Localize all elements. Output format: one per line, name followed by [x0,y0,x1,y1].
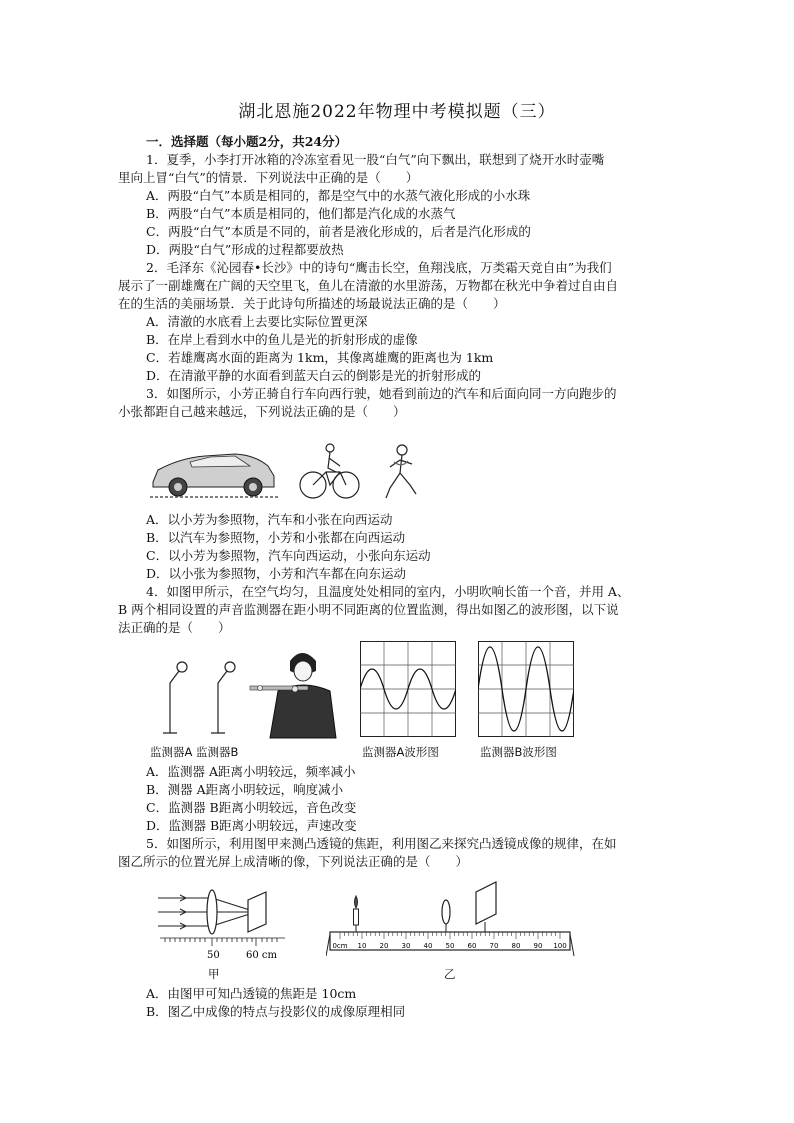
q4-monitors-figure [150,643,350,741]
q3-option-c: C．以小芳为参照物，汽车向西运动，小张向东运动 [146,548,431,563]
monitor-b-stand [211,662,235,733]
q1-option-a: A．两股“白气”本质是相同的，都是空气中的水蒸气液化形成的小水珠 [146,188,531,203]
q4-option-d: D．监测器 B距离小明较远，声速改变 [146,818,357,833]
bench-scale-label: 60 [467,942,477,950]
bench-scale-label: 80 [511,942,521,950]
section-heading: 一．选择题（每小题2分，共24分） [146,134,348,149]
bench-lens [442,900,450,932]
ruler-label-60: 60 cm [246,950,277,961]
flute-player [250,653,336,738]
bench-scale-label: 100 [553,942,567,950]
q2-option-b: B．在岸上看到水中的鱼儿是光的折射形成的虚像 [146,332,418,347]
q3-figure [150,440,440,505]
waveform-b-chart [478,641,574,737]
bench-scale-label: 90 [533,942,543,950]
cyclist-illustration [300,444,359,498]
q5-option-b: B．图乙中成像的特点与投影仪的成像原理相同 [146,1004,406,1019]
q1-option-d: D．两股“白气”形成的过程都要放热 [146,242,344,257]
waveform-a-chart [360,641,456,737]
q5-figure-yi [326,872,576,964]
ruler-label-50: 50 [207,950,220,961]
q4-stem-line2: B 两个相同设置的声音监测器在距小明不同距离的位置监测，得出如图乙的波形图，以下说 [118,602,619,617]
bench-scale-label: 20 [379,942,389,950]
q2-option-a: A．清澈的水底看上去要比实际位置更深 [146,314,368,329]
q3-option-b: B．以汽车为参照物，小芳和小张都在向西运动 [146,530,406,545]
bench-screen [476,882,496,932]
candle [354,896,359,932]
bench-scale-label: 30 [401,942,411,950]
figure-yi-caption: 乙 [444,967,456,981]
q3-option-a: A．以小芳为参照物，汽车和小张在向西运动 [146,512,393,527]
bench-scale-label: 10 [357,942,367,950]
q5-stem-line1: 5．如图所示，利用图甲来测凸透镜的焦距，利用图乙来探究凸透镜成像的规律，在如 [146,836,617,851]
convex-lens [207,890,217,934]
q5-figure-jia [150,876,290,966]
q1-option-c: C．两股“白气”本质是不同的，前者是液化形成的，后者是汽化形成的 [146,224,531,239]
q3-option-d: D．以小张为参照物，小芳和汽车都在向东运动 [146,566,407,581]
q2-stem-line2: 展示了一副雄鹰在广阔的天空里飞，鱼儿在清澈的水里游荡，万物都在秋光中争着过自由自 [118,278,619,293]
q5-stem-line2: 图乙所示的位置光屏上成清晰的像，下列说法正确的是（ ） [118,854,469,869]
q4-option-b: B．测器 A距离小明较远，响度减小 [146,782,344,797]
q3-stem-line2: 小张都距自己越来越远，下列说法正确的是（ ） [118,404,406,419]
page-title: 湖北恩施2022年物理中考模拟题（三） [238,102,556,122]
bench-scale-label: 40 [423,942,433,950]
runner-illustration [386,445,416,498]
q4-stem-line1: 4．如图甲所示，在空气均匀，且温度处处相同的室内，小明吹响长笛一个音，并用 A、 [146,584,630,599]
q1-stem-line1: 1．夏季，小李打开冰箱的冷冻室看见一股“白气”向下飘出，联想到了烧开水时壶嘴 [146,152,605,167]
q1-stem-line2: 里向上冒“白气”的情景．下列说法中正确的是（ ） [118,170,419,185]
q2-stem-line1: 2．毛泽东《沁园春•长沙》中的诗句“鹰击长空，鱼翔浅底，万类霜天竞自由”为我们 [146,260,612,275]
q5-option-a: A．由图甲可知凸透镜的焦距是 10cm [146,986,357,1001]
q4-stem-line3: 法正确的是（ ） [118,620,231,635]
monitor-a-stand [163,662,187,733]
q2-stem-line3: 在的生活的美丽场景．关于此诗句所描述的场最说法正确的是（ ） [118,296,506,311]
figure-jia-caption: 甲 [208,967,220,981]
bench-scale-label: 0cm [332,942,348,950]
q4-option-a: A．监测器 A距离小明较远，频率减小 [146,764,356,779]
car-illustration [150,454,280,497]
bench-scale-label: 50 [445,942,455,950]
bench-scale-label: 70 [489,942,499,950]
screen [248,892,266,932]
ruler [160,938,285,946]
monitors-caption: 监测器A 监测器B [150,745,239,759]
waveform-b-caption: 监测器B波形图 [480,745,557,759]
q4-option-c: C．监测器 B距离小明较远，音色改变 [146,800,357,815]
q2-option-c: C．若雄鹰离水面的距离为 1km，其像离雄鹰的距离也为 1km [146,350,494,365]
q3-stem-line1: 3．如图所示，小芳正骑自行车向西行驶，她看到前边的汽车和后面向同一方向跑步的 [146,386,617,401]
waveform-a-caption: 监测器A波形图 [362,745,439,759]
q1-option-b: B．两股“白气”本质是相同的，他们都是汽化成的水蒸气 [146,206,456,221]
q2-option-d: D．在清澈平静的水面看到蓝天白云的倒影是光的折射形成的 [146,368,482,383]
